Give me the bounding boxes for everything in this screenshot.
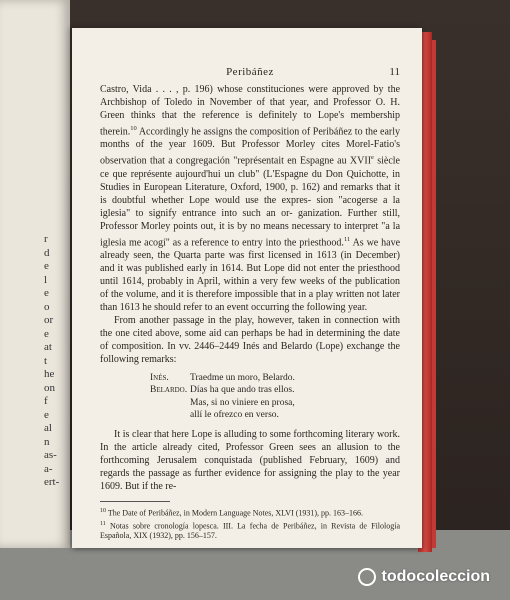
- left-page-fragment: f: [44, 395, 48, 407]
- running-head: Peribáñez: [226, 66, 274, 78]
- footnote-rule: [100, 501, 170, 502]
- footnote-ref: 11: [343, 235, 351, 243]
- left-page-fragment: t: [44, 354, 48, 367]
- footnote-10: $^{10}$ The Date of Peribáñez, in Modern Language Notes, XLVI (1931), pp. 163–166.: [100, 507, 364, 518]
- left-page-fragment: e: [44, 260, 49, 272]
- watermark-logo: todocoleccion: [358, 568, 490, 586]
- left-page-fragment: e: [44, 287, 49, 299]
- verse-quote: Inés. Traedme un moro, Belardo. Belardo. Días ha que ando tras ellos. Mas, si no viniere en prosa, allí le ofrezco en verso.: [150, 372, 295, 421]
- page-number: 11: [389, 66, 400, 78]
- left-page-fragment: or: [44, 314, 54, 326]
- watermark-icon: [358, 568, 376, 586]
- left-page-fragment: at: [44, 341, 52, 353]
- book-page: [72, 28, 422, 548]
- body-text: [100, 83, 400, 541]
- paragraph-3: It is clear that here Lope is alluding to some forthcoming literary work. In the article already cited, Professor Green sees an allusion to the forthcoming Jerusalem conquistada (published February, 1609) and regards the passage as further evidence for assigning the play to the year 1609. But if the re-: [100, 428, 400, 492]
- paragraph-2: From another passage in the play, however, taken in connection with the one cited above, some aid can perhaps be had in determining the date of composition. In vv. 2446–2449 Inés and Belardo (Lope) exchange the following remarks:: [100, 314, 400, 365]
- left-page-fragment: r: [44, 233, 48, 245]
- footnote-ref: 10: [130, 125, 137, 132]
- left-page-fragment: e: [44, 408, 49, 421]
- paragraph-1: Castro, Vida . . . , p. 196) whose constituciones were approved by the Archbishop of Toledo in November of that year, and Professor O. H. Green thinks that the reference is definitely to Lope's membership therein.$^{10}$ Accordingly he assigns the composition of Peribáñez to the early months of the year 1609. But Professor Morley cites Morel-Fatio's observation that a congregación "représentait en Espagne au XVIIe siècle ce que représente aujourd'hui un club" (L'Espagne du Don Quichotte, in Studies in European Literature, Oxford, 1900, p. 162) and remarks that it is doubtful whether Lope would use the expres- sion "acogerse a la iglesia" to signify entrance into such an or- ganization. Further still, Professor Morley points out, it is by no means necessary to interpret "a la iglesia me acogí" as a reference to entry into the priesthood.$^{11}$ As we have already seen, the Quarta parte was first licensed in 1613 (in December) and it was published early in 1614. But Lope did not enter the priesthood until 1614, probably in April, within a very few weeks of the publication of the volume, and it is therefore impossible that in a play written not later than 1613 he should refer to an event occurring the following year.: [100, 84, 401, 313]
- left-page-fragment: a-: [44, 462, 53, 475]
- left-page-fragment: al: [44, 422, 52, 434]
- left-page-fragment: on: [44, 381, 55, 394]
- left-facing-page: [0, 0, 70, 548]
- left-page-fragment: he: [44, 368, 55, 380]
- left-page-fragment: as-: [44, 449, 57, 461]
- left-page-fragment: l: [44, 273, 48, 286]
- left-page-fragment: e: [44, 327, 49, 340]
- left-page-fragment: ert-: [44, 476, 60, 488]
- left-page-fragment: o: [44, 300, 50, 313]
- left-page-fragment: d: [44, 246, 50, 259]
- footnote-11: $^{11}$ Notas sobre cronología lopesca. III. La fecha de Peribáñez, in Revista de Filología Española, XIX (1932), pp. 156–157.: [100, 520, 401, 541]
- left-page-fragment: n: [44, 435, 50, 448]
